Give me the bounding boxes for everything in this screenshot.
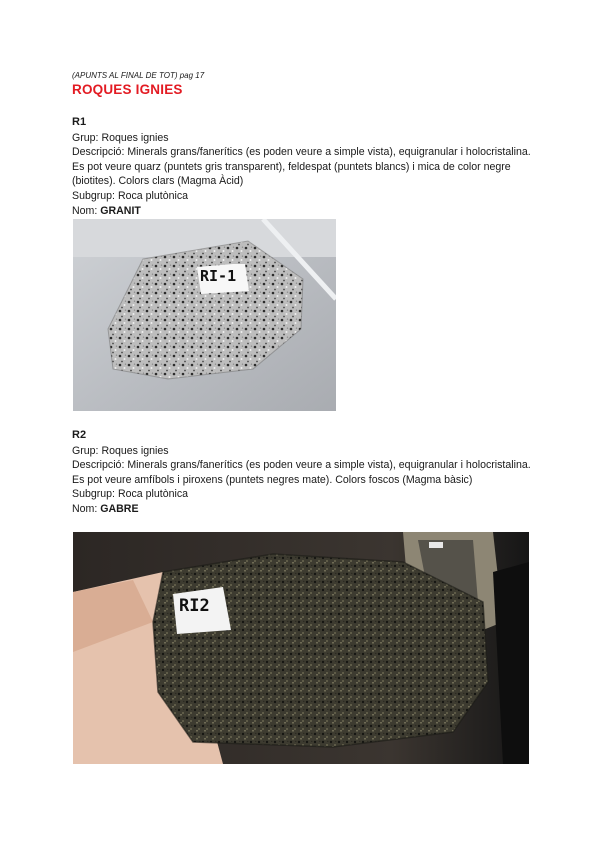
rock-group: Grup: Roques ignies <box>72 131 169 144</box>
rock-name: Nom: GABRE <box>72 502 139 515</box>
rock-group: Grup: Roques ignies <box>72 444 169 457</box>
section-title: ROQUES IGNIES <box>72 82 183 97</box>
gabbro-label-tag: RI2 <box>179 596 210 616</box>
rock-entry-r2 <box>72 428 542 517</box>
rock-description: Descripció: Minerals grans/fanerítics (es poden veure a simple vista), equigranular i holocristalina. Es pot veure amfíbols i piroxens (puntets negres mate). Colors foscos (Magma bàsic) <box>72 459 531 486</box>
rock-code: R2 <box>72 429 87 441</box>
rock-description: Descripció: Minerals grans/fanerítics (es poden veure a simple vista), equigranular i holocristalina. Es pot veure quarz (puntets gris transparent), feldespat (puntets blancs) i mica de color negre (biotites). Colors clars (Magma Àcid) <box>72 146 531 188</box>
rock-subgroup: Subgrup: Roca plutònica <box>72 189 189 202</box>
rock-name: Nom: GRANIT <box>72 204 141 217</box>
rock-subgroup: Subgrup: Roca plutònica <box>72 488 189 501</box>
gabbro-photo <box>73 532 529 764</box>
rock-entry-r1 <box>72 115 542 218</box>
granite-label-tag: RI-1 <box>200 267 237 285</box>
granite-photo <box>73 219 336 411</box>
rock-code: R1 <box>72 116 87 128</box>
page-note: (APUNTS AL FINAL DE TOT) pag 17 <box>72 71 205 80</box>
